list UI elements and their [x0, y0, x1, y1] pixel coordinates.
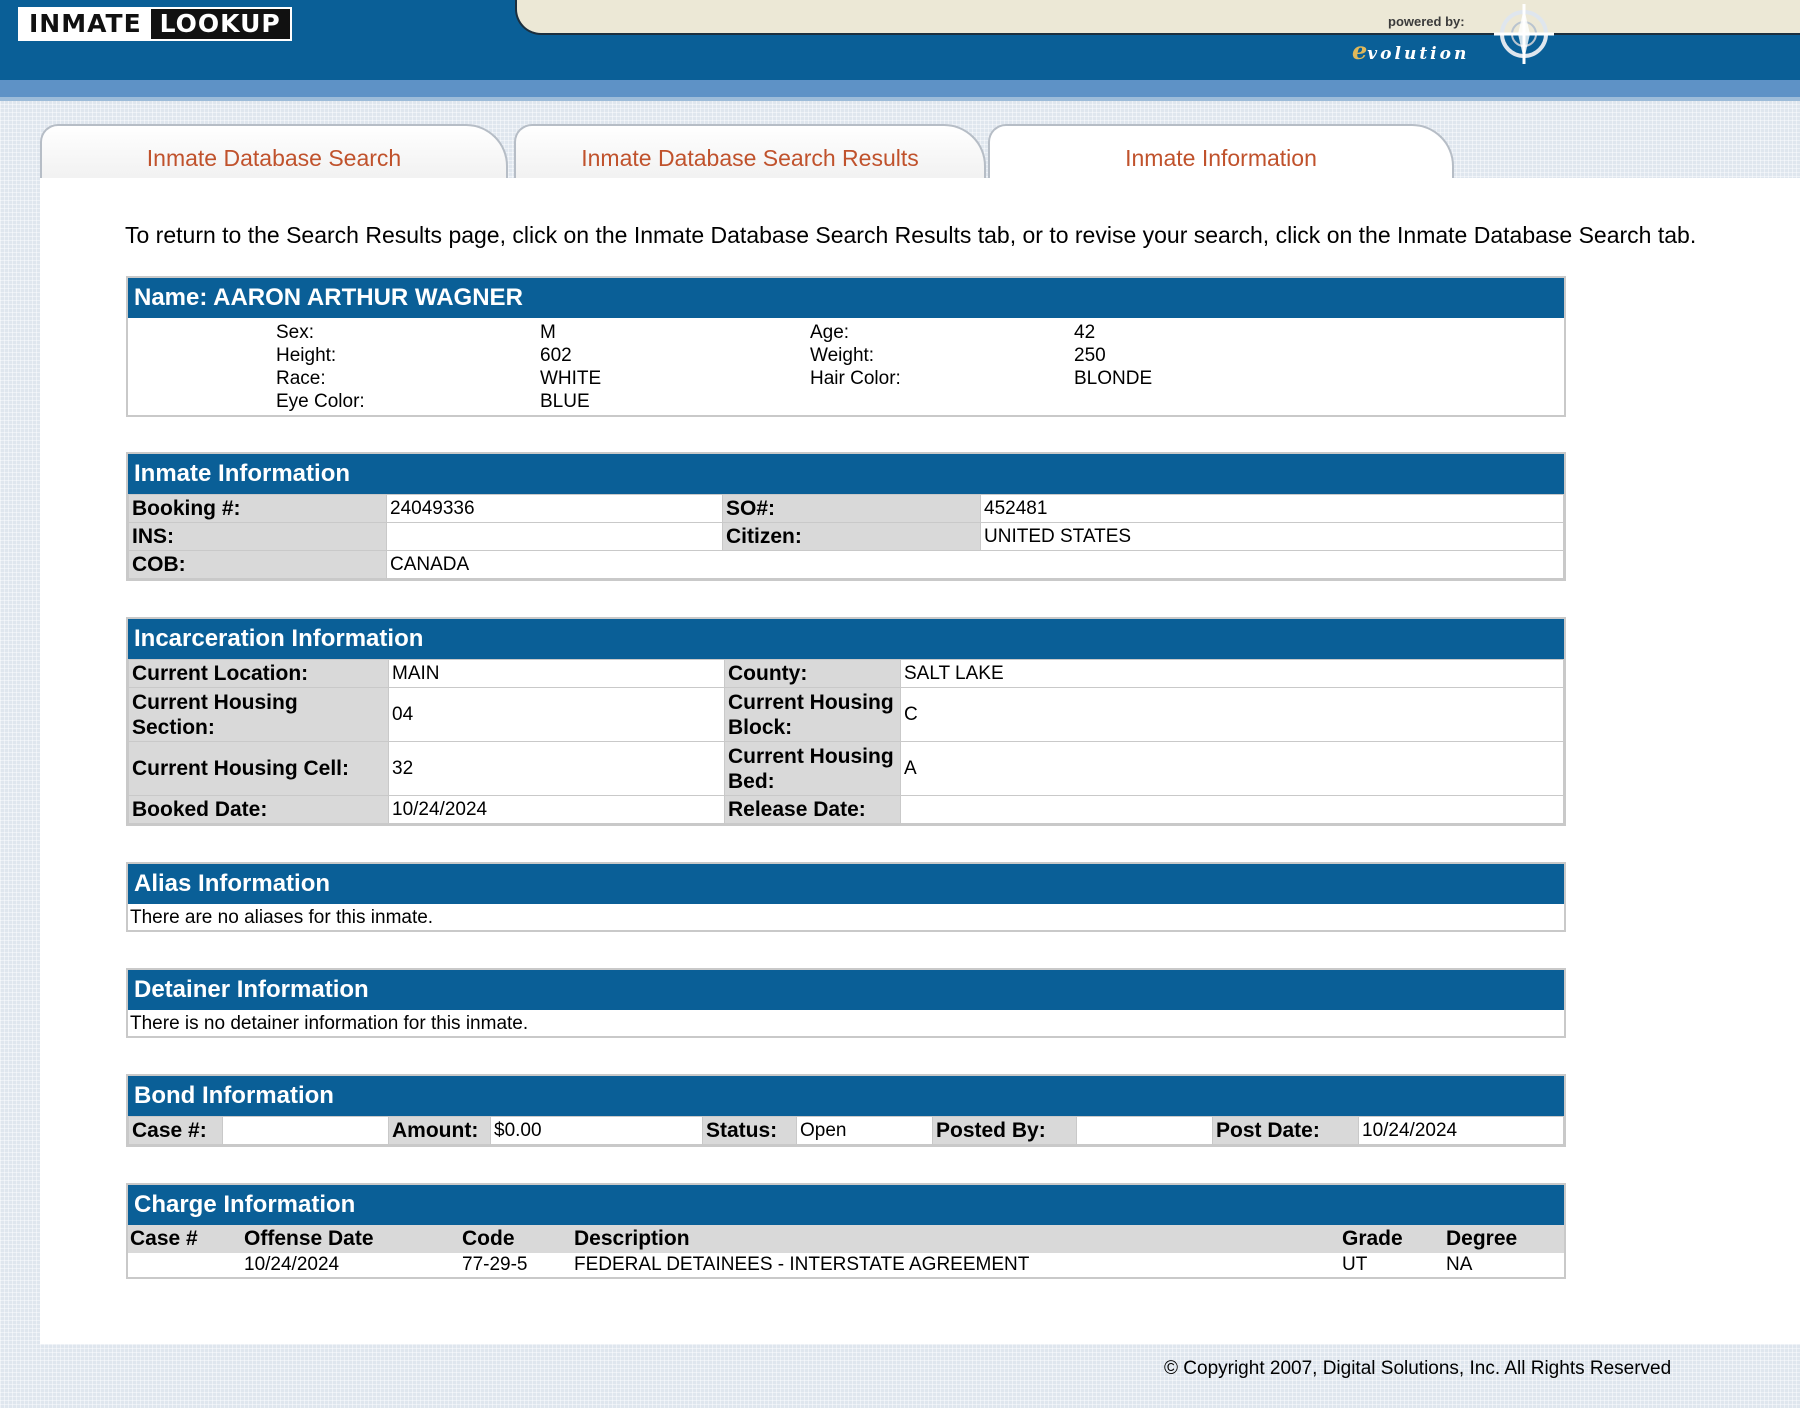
- incarceration-information-table: [128, 659, 1564, 824]
- bond-posted-by-label: Posted By:: [933, 1117, 1077, 1145]
- evolution-brand-rest: volution: [1367, 44, 1470, 64]
- race-value: WHITE: [540, 368, 602, 389]
- ins-label: INS:: [129, 523, 387, 551]
- bond-post-date-label: Post Date:: [1213, 1117, 1359, 1145]
- housing-bed-label: Current Housing Bed:: [725, 742, 901, 796]
- ins-value: [387, 523, 723, 551]
- height-label: Height:: [276, 345, 337, 366]
- charge-offense-date: 10/24/2024: [244, 1254, 340, 1275]
- housing-section-label: Current Housing Section:: [129, 688, 389, 742]
- tab-inmate-information[interactable]: Inmate Information: [988, 124, 1454, 182]
- charge-description: FEDERAL DETAINEES - INTERSTATE AGREEMENT: [574, 1254, 1030, 1275]
- col-grade: Grade: [1340, 1225, 1444, 1253]
- charge-information-section: [126, 1183, 1566, 1279]
- incarceration-information-section: [126, 617, 1566, 826]
- inmate-information-section: [126, 452, 1566, 581]
- content-panel: [40, 178, 1800, 1344]
- current-location-label: Current Location:: [129, 660, 389, 688]
- county-value: SALT LAKE: [901, 660, 1564, 688]
- bond-amount-value: $0.00: [491, 1117, 703, 1145]
- name-section: [126, 276, 1566, 417]
- bond-post-date-value: 10/24/2024: [1359, 1117, 1564, 1145]
- eye-color-label: Eye Color:: [276, 391, 365, 412]
- height-value: 602: [540, 345, 572, 366]
- housing-section-value: 04: [389, 688, 725, 742]
- booking-value: 24049336: [387, 495, 723, 523]
- release-date-value: [901, 796, 1564, 824]
- copyright-text: © Copyright 2007, Digital Solutions, Inc. All Rights Reserved: [1164, 1358, 1672, 1379]
- bond-posted-by-value: [1077, 1117, 1213, 1145]
- detainer-information-section: [126, 968, 1566, 1038]
- age-value: 42: [1074, 322, 1096, 343]
- charge-code: 77-29-5: [462, 1254, 528, 1275]
- citizen-value: UNITED STATES: [981, 523, 1564, 551]
- hair-color-label: Hair Color:: [810, 368, 901, 389]
- tab-inmate-database-search-results[interactable]: Inmate Database Search Results: [514, 124, 986, 180]
- charges-header-row: [128, 1225, 1564, 1253]
- table-row: [128, 1253, 1564, 1277]
- col-degree: Degree: [1444, 1225, 1564, 1253]
- bond-information-header: Bond Information: [128, 1076, 1564, 1116]
- bond-amount-label: Amount:: [389, 1117, 491, 1145]
- alias-information-section: [126, 862, 1566, 932]
- sex-value: M: [540, 322, 556, 343]
- logo-word-lookup: LOOKUP: [151, 9, 290, 39]
- app-header: [0, 0, 1800, 80]
- charge-degree: NA: [1446, 1254, 1473, 1275]
- bond-information-section: [126, 1074, 1566, 1147]
- globe-compass-icon: [1486, 0, 1558, 72]
- inmate-information-header: Inmate Information: [128, 454, 1564, 494]
- bond-case-label: Case #:: [129, 1117, 223, 1145]
- charge-information-header: Charge Information: [128, 1185, 1564, 1225]
- bond-case-value: [223, 1117, 389, 1145]
- col-code: Code: [460, 1225, 572, 1253]
- current-location-value: MAIN: [389, 660, 725, 688]
- col-description: Description: [572, 1225, 1340, 1253]
- logo-word-inmate: INMATE: [20, 9, 151, 39]
- cob-label: COB:: [129, 551, 387, 579]
- booked-date-value: 10/24/2024: [389, 796, 725, 824]
- inmate-lookup-logo: [18, 7, 292, 41]
- sex-label: Sex:: [276, 322, 315, 343]
- bond-status-label: Status:: [703, 1117, 797, 1145]
- booking-label: Booking #:: [129, 495, 387, 523]
- header-stripe-light: [0, 97, 1800, 101]
- race-label: Race:: [276, 368, 326, 389]
- physical-details: [128, 321, 1564, 413]
- county-label: County:: [725, 660, 901, 688]
- hair-color-value: BLONDE: [1074, 368, 1153, 389]
- housing-cell-value: 32: [389, 742, 725, 796]
- housing-block-label: Current Housing Block:: [725, 688, 901, 742]
- eye-color-value: BLUE: [540, 391, 590, 412]
- detainer-note: There is no detainer information for this inmate.: [130, 1013, 529, 1034]
- so-label: SO#:: [723, 495, 981, 523]
- so-value: 452481: [981, 495, 1564, 523]
- alias-note: There are no aliases for this inmate.: [130, 907, 434, 928]
- tab-inmate-database-search[interactable]: Inmate Database Search: [40, 124, 508, 180]
- bond-status-value: Open: [797, 1117, 933, 1145]
- name-header: Name: AARON ARTHUR WAGNER: [128, 278, 1564, 318]
- alias-information-header: Alias Information: [128, 864, 1564, 904]
- charges-table: [128, 1225, 1564, 1277]
- powered-by-label: powered by:: [1388, 14, 1465, 29]
- inmate-information-table: [128, 494, 1564, 579]
- evolution-brand-e: e: [1352, 36, 1368, 65]
- charge-grade: UT: [1342, 1254, 1368, 1275]
- weight-value: 250: [1074, 345, 1106, 366]
- release-date-label: Release Date:: [725, 796, 901, 824]
- intro-text: To return to the Search Results page, click on the Inmate Database Search Results tab, or to revise your search, click on the Inmate Database Search tab.: [125, 222, 1697, 248]
- col-case: Case #: [128, 1225, 242, 1253]
- detainer-information-header: Detainer Information: [128, 970, 1564, 1010]
- booked-date-label: Booked Date:: [129, 796, 389, 824]
- housing-bed-value: A: [901, 742, 1564, 796]
- bond-information-table: [128, 1116, 1564, 1145]
- housing-cell-label: Current Housing Cell:: [129, 742, 389, 796]
- col-offense-date: Offense Date: [242, 1225, 460, 1253]
- citizen-label: Citizen:: [723, 523, 981, 551]
- cob-value: CANADA: [387, 551, 1564, 579]
- evolution-brand: [1352, 36, 1469, 65]
- housing-block-value: C: [901, 688, 1564, 742]
- incarceration-information-header: Incarceration Information: [128, 619, 1564, 659]
- charge-case: [128, 1253, 242, 1277]
- header-banner: [515, 0, 1800, 35]
- header-stripe: [0, 80, 1800, 97]
- age-label: Age:: [810, 322, 850, 343]
- weight-label: Weight:: [810, 345, 875, 366]
